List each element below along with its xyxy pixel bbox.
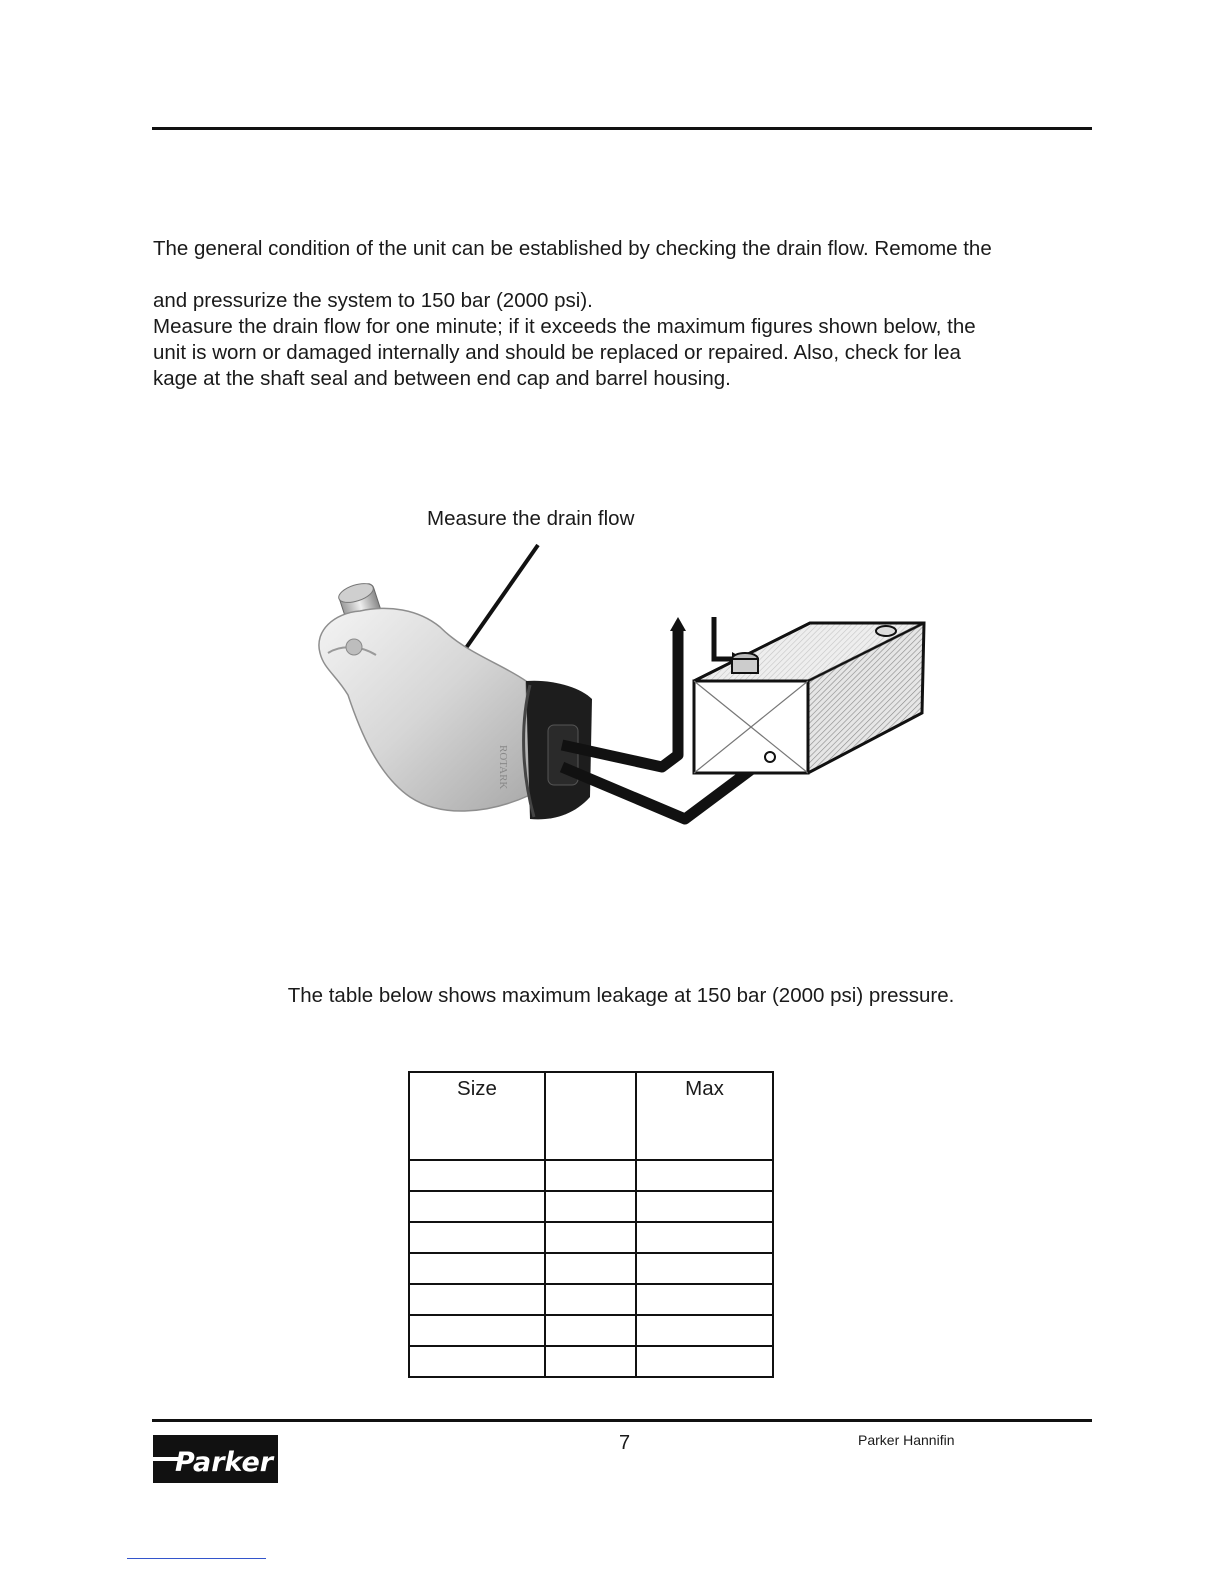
figure-label: Measure the drain flow bbox=[427, 507, 635, 530]
table-cell bbox=[545, 1222, 636, 1253]
table-cell bbox=[636, 1346, 773, 1377]
table-cell bbox=[409, 1191, 545, 1222]
paragraph-line: and pressurize the system to 150 bar (2000 psi). bbox=[153, 289, 593, 312]
table-row bbox=[409, 1284, 773, 1315]
table-header-row bbox=[409, 1072, 773, 1160]
table-cell bbox=[636, 1253, 773, 1284]
tank-illustration bbox=[694, 623, 924, 773]
paragraph-line: kage at the shaft seal and between end cap and barrel housing. bbox=[153, 367, 731, 390]
table-row bbox=[409, 1191, 773, 1222]
header-size: Size bbox=[409, 1072, 545, 1160]
header-blank bbox=[545, 1072, 636, 1160]
table-cell bbox=[409, 1253, 545, 1284]
table-row bbox=[409, 1315, 773, 1346]
table-cell bbox=[636, 1160, 773, 1191]
paragraph-line: The general condition of the unit can be established by checking the drain flow. Remome the bbox=[153, 237, 992, 260]
pump-illustration bbox=[319, 580, 592, 820]
table-cell bbox=[636, 1315, 773, 1346]
down-arrow bbox=[714, 617, 734, 659]
table-cell bbox=[545, 1346, 636, 1377]
table-cell bbox=[545, 1191, 636, 1222]
pointer-line bbox=[466, 545, 538, 648]
top-rule bbox=[152, 127, 1092, 130]
table-row bbox=[409, 1160, 773, 1191]
logo-text: Parker bbox=[175, 1447, 275, 1478]
table-row bbox=[409, 1222, 773, 1253]
paragraph-line: Measure the drain flow for one minute; if it exceeds the maximum figures shown below, the bbox=[153, 315, 976, 338]
table-cell bbox=[545, 1160, 636, 1191]
table-cell bbox=[636, 1191, 773, 1222]
table-cell bbox=[545, 1284, 636, 1315]
pump-marking: ROTARK bbox=[497, 745, 509, 790]
table-cell bbox=[409, 1160, 545, 1191]
table-row bbox=[409, 1346, 773, 1377]
leakage-table bbox=[408, 1071, 774, 1378]
header-max: Max bbox=[636, 1072, 773, 1160]
page-number: 7 bbox=[619, 1432, 631, 1454]
drain-flow-figure bbox=[290, 535, 950, 865]
table-cell bbox=[636, 1284, 773, 1315]
paragraph-line: unit is worn or damaged internally and should be replaced or repaired. Also, check for lea bbox=[153, 341, 961, 364]
table-caption: The table below shows maximum leakage at 150 bar (2000 psi) pressure. bbox=[287, 984, 955, 1007]
table-cell bbox=[409, 1284, 545, 1315]
table-cell bbox=[636, 1222, 773, 1253]
footer-link-underline bbox=[127, 1558, 266, 1559]
table-row bbox=[409, 1253, 773, 1284]
table-cell bbox=[409, 1315, 545, 1346]
table-cell bbox=[409, 1346, 545, 1377]
table-cell bbox=[545, 1253, 636, 1284]
footer-rule bbox=[152, 1419, 1092, 1422]
parker-logo bbox=[153, 1435, 278, 1483]
intro-paragraph bbox=[153, 236, 1083, 392]
paragraph-line bbox=[153, 262, 1083, 288]
table-cell bbox=[409, 1222, 545, 1253]
table-cell bbox=[545, 1315, 636, 1346]
company-name: Parker Hannifin bbox=[858, 1432, 955, 1448]
